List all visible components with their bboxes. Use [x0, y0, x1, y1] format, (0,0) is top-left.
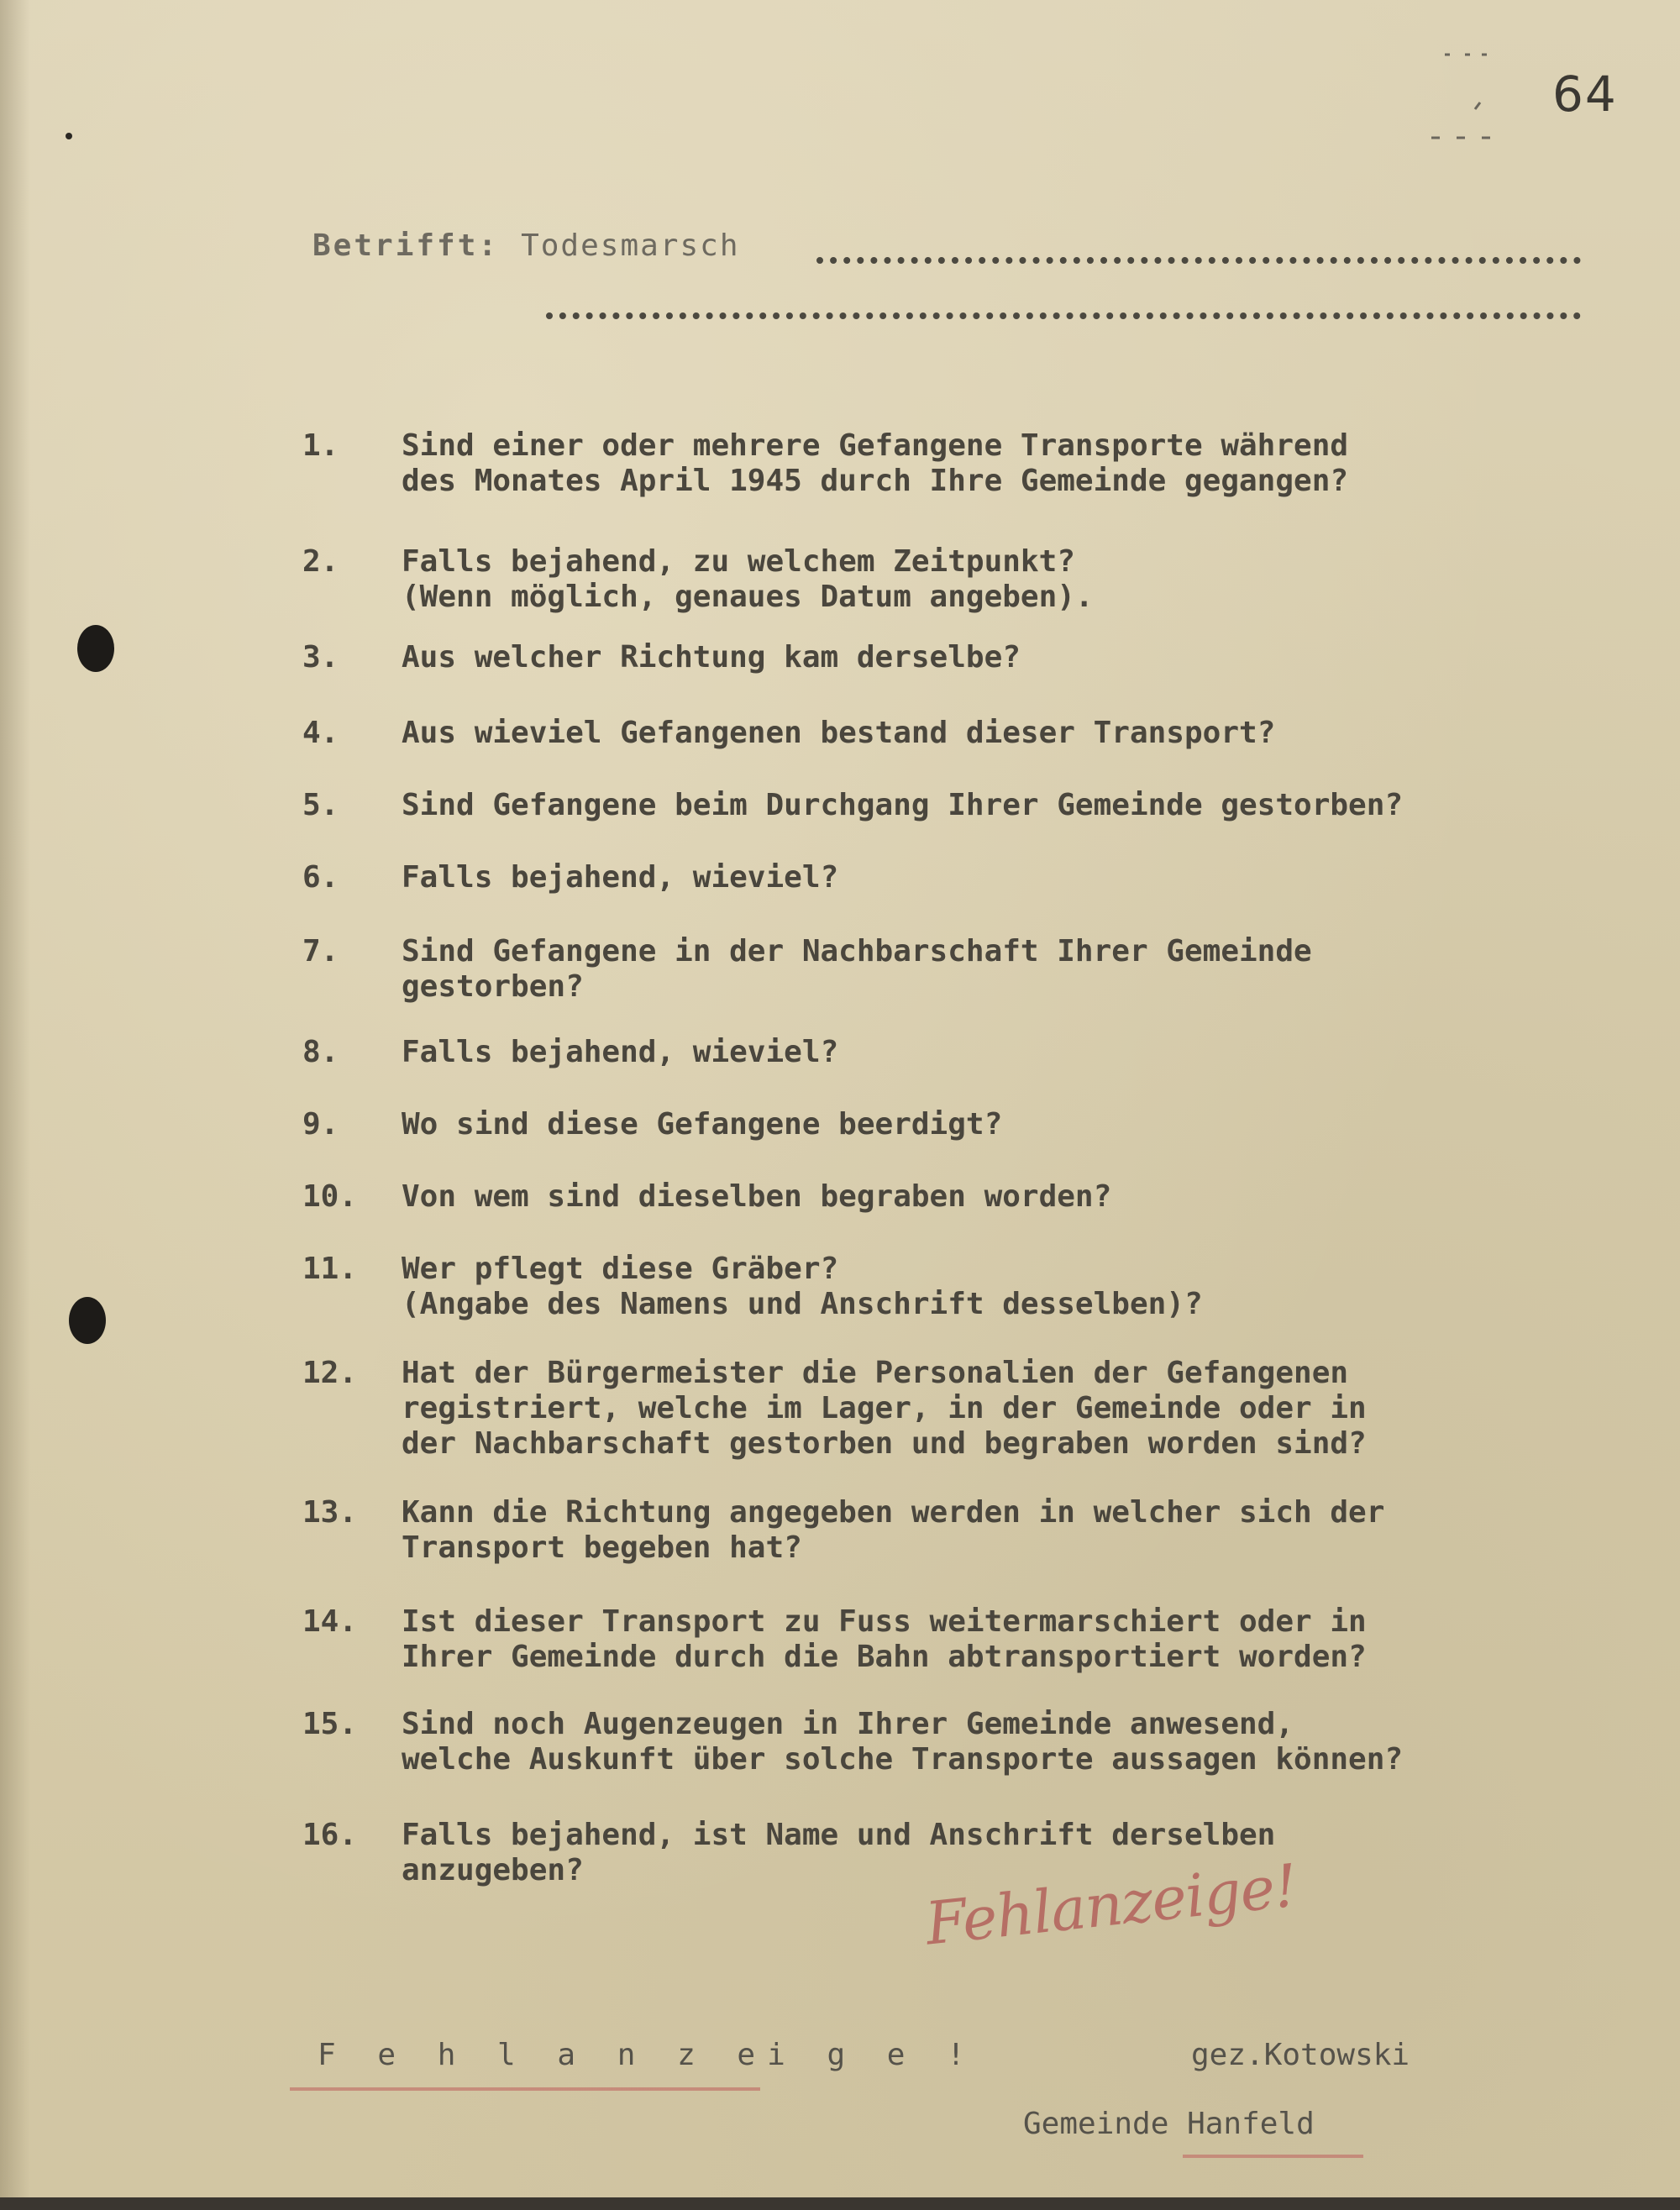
question-text	[402, 640, 1628, 675]
subject-label: Betrifft:	[312, 228, 500, 263]
question-number: 9.	[302, 1107, 339, 1142]
question-line: Kann die Richtung angegeben werden in welcher sich der	[402, 1495, 1385, 1530]
question-line: Falls bejahend, ist Name und Anschrift derselben	[402, 1818, 1276, 1852]
question-line: (Angabe des Namens und Anschrift desselben)?	[402, 1287, 1203, 1321]
subject-dotted-line	[546, 286, 1581, 319]
question-number: 13.	[302, 1495, 358, 1530]
signature: gez.Kotowski	[1191, 2038, 1410, 2072]
question-text	[402, 428, 1628, 499]
question-text	[402, 1035, 1628, 1070]
question-line: gestorben?	[402, 969, 584, 1004]
question-line: Wer pflegt diese Gräber?	[402, 1252, 839, 1286]
question-line: Hat der Bürgermeister die Personalien der Gefangenen	[402, 1356, 1349, 1390]
question-number: 14.	[302, 1604, 358, 1639]
paper-left-shadow	[0, 0, 30, 2210]
question-number: 4.	[302, 716, 339, 750]
question-text	[402, 1107, 1628, 1142]
question-number: 3.	[302, 640, 339, 675]
red-underline-typed-note	[290, 2087, 760, 2091]
question-line: der Nachbarschaft gestorben und begraben worden sind?	[402, 1426, 1367, 1461]
question-text	[402, 1604, 1628, 1675]
question-text	[402, 1252, 1628, 1322]
question-line: Ihrer Gemeinde durch die Bahn abtransportiert worden?	[402, 1640, 1367, 1674]
question-line: Ist dieser Transport zu Fuss weitermarschiert oder in	[402, 1604, 1367, 1639]
question-text	[402, 934, 1628, 1005]
question-text	[402, 1179, 1628, 1215]
question-line: Von wem sind dieselben begraben worden?	[402, 1179, 1112, 1214]
question-number: 15.	[302, 1707, 358, 1741]
question-text	[402, 1707, 1628, 1777]
question-number: 8.	[302, 1035, 339, 1069]
question-line: Aus welcher Richtung kam derselbe?	[402, 640, 1021, 675]
question-line: Falls bejahend, zu welchem Zeitpunkt?	[402, 544, 1075, 579]
paper-bottom-edge	[0, 2197, 1680, 2210]
question-line: Falls bejahend, wieviel?	[402, 860, 839, 895]
question-line: welche Auskunft über solche Transporte aussagen können?	[402, 1742, 1404, 1777]
typed-note: F e h l a n z ei g e !	[318, 2038, 977, 2072]
question-line: Falls bejahend, wieviel?	[402, 1035, 839, 1069]
question-text	[402, 1818, 1628, 1888]
page-number: 64	[1552, 66, 1618, 123]
punch-hole-bottom	[69, 1297, 106, 1344]
question-number: 5.	[302, 788, 339, 822]
question-text	[402, 544, 1628, 615]
ink-speck	[66, 133, 72, 139]
question-text	[402, 860, 1628, 895]
subject-value: Todesmarsch	[521, 228, 740, 263]
question-line: Sind Gefangene in der Nachbarschaft Ihrer Gemeinde	[402, 934, 1312, 969]
question-text	[402, 788, 1628, 823]
question-line: (Wenn möglich, genaues Datum angeben).	[402, 580, 1094, 614]
question-line: des Monates April 1945 durch Ihre Gemeinde gegangen?	[402, 464, 1349, 498]
question-line: Sind noch Augenzeugen in Ihrer Gemeinde anwesend,	[402, 1707, 1294, 1741]
question-number: 6.	[302, 860, 339, 895]
question-text	[402, 1356, 1628, 1462]
pencil-corner-marks	[1428, 50, 1512, 143]
question-line: Transport begeben hat?	[402, 1530, 802, 1565]
question-text	[402, 1495, 1628, 1566]
question-number: 11.	[302, 1252, 358, 1286]
question-line: Aus wieviel Gefangenen bestand dieser Transport?	[402, 716, 1276, 750]
red-underline-municipality	[1183, 2155, 1363, 2158]
question-line: anzugeben?	[402, 1853, 584, 1887]
question-number: 7.	[302, 934, 339, 969]
question-number: 16.	[302, 1818, 358, 1852]
question-line: Sind Gefangene beim Durchgang Ihrer Gemeinde gestorben?	[402, 788, 1404, 822]
question-number: 2.	[302, 544, 339, 579]
municipality: Gemeinde Hanfeld	[1023, 2107, 1315, 2141]
question-line: Sind einer oder mehrere Gefangene Transporte während	[402, 428, 1349, 463]
subject-dotted-fill	[816, 239, 1581, 264]
question-text	[402, 716, 1628, 751]
question-line: registriert, welche im Lager, in der Gemeinde oder in	[402, 1391, 1367, 1425]
handwritten-note: Fehlanzeige!	[922, 1850, 1300, 1959]
question-number: 12.	[302, 1356, 358, 1390]
question-line: Wo sind diese Gefangene beerdigt?	[402, 1107, 1003, 1142]
question-number: 1.	[302, 428, 339, 463]
punch-hole-top	[77, 625, 114, 672]
question-number: 10.	[302, 1179, 358, 1214]
